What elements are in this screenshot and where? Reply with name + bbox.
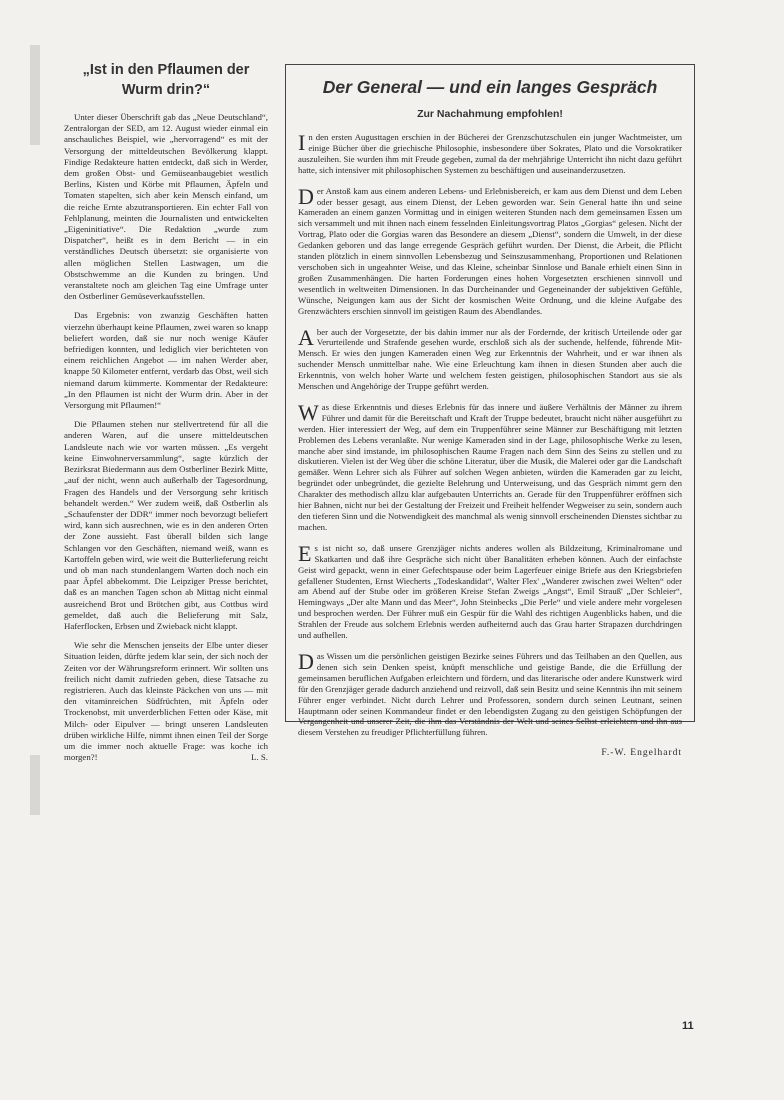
paragraph-text: ber auch der Vorgesetzte, der bis dahin immer nur als der Fordernde, der kritisch Urteilende oder gar Verurteilende und Strafende gesehen wurde, erschloß sich als der suchende, helfende, führende Mit-Mensch. Er wies den jungen Kameraden einen Weg zur Erkenntnis der Wahrheit, und er war ihnen als suchender Mensch unmittelbar nahe. Wie eine Erleuchtung kam ihnen in diesen Stunden aber auch die Erkenntnis, von welch hoher Warte und welchem festen geistigen, philosophischen Standort aus sie als Menschen und Angehörige der Truppe geführt werden. — [298, 326, 682, 392]
left-paragraph: Das Ergebnis: von zwanzig Geschäften hatten vierzehn überhaupt keine Pflaumen, zwei waren so knapp beliefert worden, daß sie nur noch wenige Käufer befriedigen konnten, und lediglich vier berichteten von einem reichlichen Angebot — im nahen Werder aber, knappe 50 Kilometer entfernt, verdarb das Obst, weil sich niemand darum kümmerte. Kommentar der Redakteure: „In den Pflaumen ist nicht der Wurm drin. Aber in der Versorgung mit Pflaumen!“ — [64, 310, 268, 411]
paragraph-text: as Wissen um die persönlichen geistigen Bezirke seines Führers und das Teilhaben an den Quellen, aus denen sich sein Denken speist, knüpft menschliche und geistige Bande, die die Erfüllung der gemeinsamen beruflichen Aufgaben erleichtern und fördern, und das literarische oder andere Kunstwerk wird für den Grenzjäger gerade dadurch anziehend und reizvoll, daß sein Besitz und seine Kenntnis ihn mit seinem Führer enger verbindet. Nicht durch Lehrer und Professoren, sondern durch seinen Leutnant, seinen Hauptmann oder seinen Kommandeur findet er den lebendigsten Zugang zu den geistigen Schöpfungen der Vergangenheit und unserer Zeit, die ihm das Verständnis der Welt und seines Selbst erleichtern und ihn aus diesem Verstehen zu freudiger Pflichterfüllung führen. — [298, 650, 682, 738]
boxed-paragraph — [298, 648, 682, 738]
drop-cap: W — [298, 399, 319, 425]
drop-cap: D — [298, 183, 314, 209]
drop-cap: D — [298, 648, 314, 674]
boxed-article — [285, 64, 695, 759]
boxed-paragraph — [298, 540, 682, 641]
left-signature: L. S. — [251, 752, 268, 763]
left-article — [64, 60, 268, 771]
left-paragraph: Unter dieser Überschrift gab das „Neue Deutschland“, Zentralorgan der SED, am 12. August wieder einmal ein anschauliches Beispiel, wie „hervorragend“ es mit der Versorgung der mitteldeutschen Bevölkerung klappt. Findige Redakteure hatten entdeckt, daß sich in Werder, dem großen Obst- und Gemüseanbaugebiet westlich Berlins, Kisten und Körbe mit Pflaumen, Äpfeln und Tomaten stapelten, sich aber kein Mensch einfand, um die reiche Ernte abzutransportieren. Ein echter Fall von Fehlplanung, meinten die Journalisten und entwickelten „Eigeninitiative“. Die Redaktion „wurde zum Dispatcher“, heißt es in dem Bericht — in ein verständliches Deutsch übersetzt: sie organisierte von allen möglichen Stellen Lastwagen, um die Obstschwemme an die Kunden zu bringen. Und veranstaltete noch am gleichen Tag eine Umfrage unter den Ostberliner Gemüseverkaufsstellen. — [64, 112, 268, 302]
boxed-paragraph — [298, 399, 682, 533]
paragraph-text: er Anstoß kam aus einem anderen Lebens- und Erlebnisbereich, er kam aus dem Dienst und dem Leben oder besser gesagt, aus einem Dienst, der Leben geworden war. Sein General hatte ihn und seine Kameraden an einem ganzen Vormittag und in einigen weiteren Stunden nach dem gemeinsamen Essen um sich versammelt und mit ihnen nach einem fesselnden Einleitungsvortrag Platos „Gorgias“ gelesen. Nicht der Vortrag, Plato oder die Gorgias waren das Besondere an diesem „Dienst“, sondern die Umwelt, in der diese Gedanken geboren und das lange erregende Gespräch geführt wurden. Der Dienst, die Arbeit, die Pflicht standen plötzlich in einem sinnvollen Lebensbezug und Seinszusammenhang, Proportionen und Relationen verschoben sich in ungeahnter Weise, und das Kleine, scheinbar Sinnlose und Banale erhielt einen Sinn in großen Zusammenhängen. Die harten Forderungen eines hohen Vorgesetzten erschienen sinnvoll und wesentlich in weltweiten Dimensionen. In das Durcheinander und Gegeneinander der subjektiven Gefühle, Wünsche, Neigungen kam aus der Sicht der kosmischen Weite Ordnung, und die kleine Aufgabe des Grenzwächters erschien sinnvoll im geistigen Raum des Abendlandes. — [298, 185, 682, 316]
left-paragraph-text: Wie sehr die Menschen jenseits der Elbe unter dieser Situation leiden, dürfte jedem klar sein, der sich noch der Zeiten vor der Währungsreform erinnert. Wir sollten uns freilich nicht damit zufrieden geben, diese Tatsache zu registrieren. Auch das kleinste Päckchen von uns — mit den vitaminreichen Südfrüchten, mit Äpfeln oder Trockenobst, mit unverderblichen Fetten oder Käse, mit Milch- oder Eipulver — bringt unseren Landsleuten drüben wirkliche Hilfe, nimmt ihnen einen Teil der Sorge um die immer noch aktuelle Frage: was koche ich morgen?! — [64, 640, 268, 763]
left-paragraph — [64, 640, 268, 763]
binding-shadow-lower — [30, 755, 40, 815]
drop-cap: A — [298, 324, 314, 350]
drop-cap: I — [298, 130, 306, 155]
left-paragraph: Die Pflaumen stehen nur stellvertretend für all die anderen Waren, auf die unsere mitteldeutschen Landsleute nach wie vor warten müssen. „Es vergeht keine Einwohnerversammlung“, sagte kürzlich der Bezirksrat Biedermann aus dem Ostberliner Bezirk Mitte, „auf der nicht, wenn auch außerhalb der Tagesordnung, Fragen des Handels und der Versorgung sehr kritisch behandelt werden.“ Wer zudem weiß, daß Ostberlin als „Schaufenster der DDR“ immer noch bevorzugt beliefert wird, kann sich ausrechnen, wie es in den anderen Orten der Zone aussieht. Fast überall bilden sich lange Schlangen vor den Geschäften, niemand weiß, wann es Kartoffeln geben wird, wie weit die Butterlieferung reicht und ob man nach stundenlangem Warten doch noch ein paar Äpfel abbekommt. Die Leipziger Presse berichtet, daß es an manchen Tagen schon ab Mittag nicht einmal ausreichend Brot und Brötchen gibt, aus Cottbus wird gemeldet, daß auch die Belieferung mit Salz, Haferflocken, Erbsen und Zwieback nicht klappt. — [64, 419, 268, 631]
paragraph-text: as diese Erkenntnis und dieses Erlebnis für das innere und äußere Verhältnis der Männer zu ihrem Führer und damit für die Bereitschaft und Kraft der Truppe bedeutet, braucht nicht näher ausgeführt zu werden. Hier interessiert der Weg, auf dem ein Truppenführer seine Männer zur Beschäftigung mit letzten Problemen des Lebens veranlaßte. Nur wenige Kameraden sind in der Lage, philosophische Werke zu lesen, manche aber sind imstande, im philosophischen Raume Fragen nach dem Sinn des Seins zu stellen und zu diskutieren. Vielen ist der Weg über die schöne Literatur, über die Musik, die Malerei oder gar die Landschaft gemäßer. Wenn Lehrer sich als Führer auf solchen Wegen anbieten, würden die Kameraden gar zu leicht, begründet oder unbegründet, die gezielte Belehrung und Unterweisung, und das Gespräch nimmt gern den Charakter des methodisch allzu klar aufgebauten Unterrichts an. Gerade für den Truppenführer eröffnen sich hier Bahnen, nicht nur bei der Gestaltung der Freizeit und Freiheit helfender Wegweiser zu sein, sondern auch den tieferen Sinn und die Notwendigkeit des manchmal als wenig sinnvoll erscheinenden Dienstes sichtbar zu machen. — [298, 401, 682, 532]
left-article-title: „Ist in den Pflaumen der Wurm drin?“ — [82, 62, 250, 98]
boxed-paragraph — [298, 132, 682, 176]
boxed-article-title: Der General — und ein langes Gespräch — [322, 77, 658, 97]
paragraph-text: s ist nicht so, daß unsere Grenzjäger nichts anderes wollen als Bildzeitung, Kriminalromane und Skatkarten und daß ihre Gespräche sich nicht über Banalitäten erheben können. Auch der einfachste Geist wird gepackt, wenn in einer Gefechtspause oder beim Lagerfeuer einige Briefe aus den Kriegsbriefen gefallener Studenten, Ernst Wiecherts „Todeskandidat“, Walter Flex' „Wanderer zwischen zwei Welten“ oder am Abend auf der Stube oder im größeren Kreise Stefan Zweigs „Angst“, Emil Strauß' „Der Schleier“, Hemingways „Der alte Mann und das Meer“, John Steinbecks „Die Perle“ und viele andere mehr vorgelesen und besprochen werden. Der Führer muß ein Gespür für die Wahl des richtigen Augenblicks haben, und die Strahlen der Freude aus solchem Erlebnis werden aufheiternd auch das Grau harter Strapazen durchdringen und aufhellen. — [298, 542, 682, 641]
boxed-paragraph — [298, 324, 682, 392]
drop-cap: E — [298, 540, 312, 566]
page-number: 11 — [682, 1020, 694, 1032]
binding-shadow — [30, 45, 40, 145]
boxed-article-subtitle: Zur Nachahmung empfohlen! — [417, 108, 563, 120]
paragraph-text: n den ersten Augusttagen erschien in der Bücherei der Grenzschutzschulen ein junger Wachtmeister, um einige Bücher über die griechische Philosophie, insbesondere über Sokrates, Plato und die Vorsokratiker auszuleihen. Sie wurden ihm mit Freude gegeben, zumal da der mehrjährige Unterricht ihn nicht dazu geführt hatte, sich intensiver mit philosophischen Systemen zu beschäftigen und auseinanderzusetzen. — [298, 132, 682, 175]
boxed-paragraph — [298, 183, 682, 317]
article-author: F.-W. Engelhardt — [601, 748, 682, 759]
